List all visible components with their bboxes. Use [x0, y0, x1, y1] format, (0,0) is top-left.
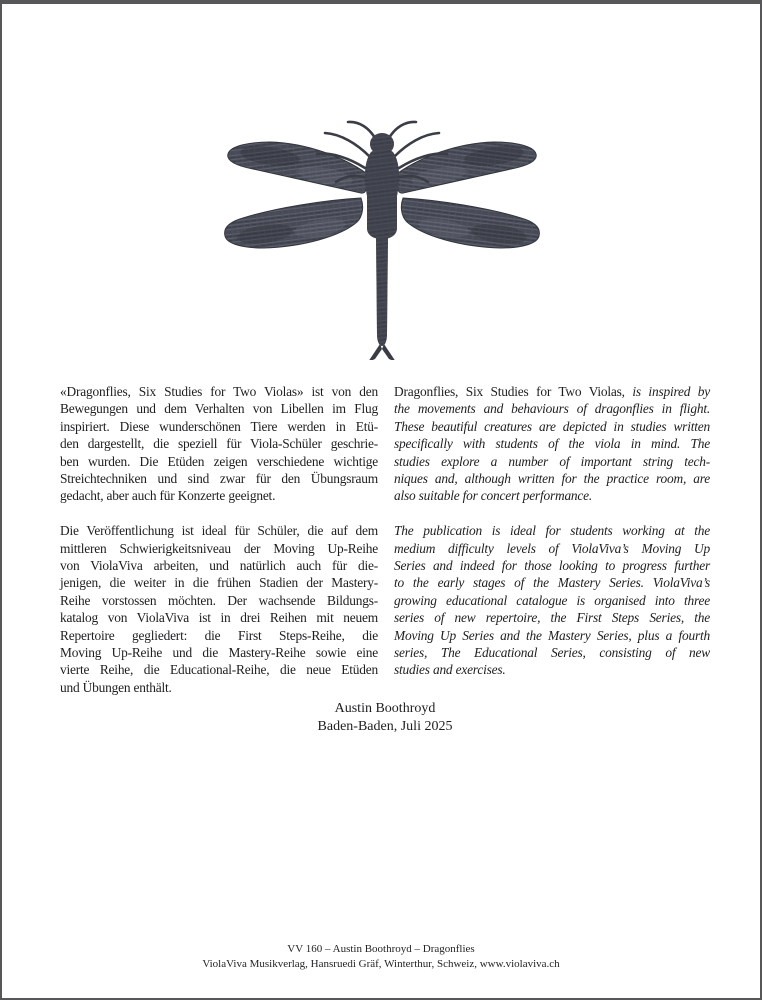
signature-name: Austin Boothroyd [334, 701, 436, 717]
text-line: vierte Reihe, die Educational-Reihe, die neue Etüden [60, 662, 378, 678]
text-line: to the early stages of the Mastery Series. ViolaViva’s [394, 575, 710, 591]
footer-publisher-line: ViolaViva Musikverlag, Hansruedi Gräf, Winterthur, Schweiz, www.violaviva.ch [202, 957, 560, 970]
text-line: Streichtechniken und sind zwar für den Übungsraum [60, 471, 378, 487]
text-line: Moving Up-Reihe und die Mastery-Reihe sowie eine [60, 645, 378, 661]
text-line: gedacht, aber auch für Konzerte geeignet. [60, 488, 276, 504]
text-line: studies explore a number of important string tech- [394, 453, 710, 469]
text-line: medium difficulty levels of ViolaViva’s Moving Up [394, 540, 710, 556]
text-line: «Dragonflies, Six Studies for Two Violas» ist von den [60, 384, 378, 399]
text-line: von ViolaViva arbeiten, und natürlich auch für die- [60, 558, 378, 574]
text-line: studies and exercises. [394, 662, 506, 678]
dragonfly-illustration [215, 116, 551, 360]
text-line: the movements and behaviours of dragonflies in flight. [394, 401, 710, 417]
text-line: specifically with students of the viola in mind. The [394, 436, 710, 452]
text-line: jenigen, die weiter in die frühen Stadien der Mastery- [60, 575, 378, 591]
paragraph-english-1 [394, 383, 710, 505]
text-line: Series and indeed for those looking to progress further [394, 558, 710, 574]
text-line: series, The Educational Series, consisting of new [394, 645, 710, 661]
paragraph-german-1 [60, 383, 378, 505]
text-segment: Dragonflies, Six Studies for Two Violas, [394, 384, 625, 399]
german-column [60, 383, 378, 696]
text-line: mittleren Schwierigkeitsniveau der Moving Up-Reihe [60, 540, 378, 556]
text-line: Bewegungen und dem Verhalten von Libellen im Flug [60, 401, 378, 417]
text-line: Die Veröffentlichung ist ideal für Schüler, die auf dem [60, 523, 378, 539]
text-line: und Übungen enthält. [60, 679, 172, 695]
text-line: den dargestellt, die speziell für Viola-Schüler geschrie- [60, 436, 378, 452]
paragraph-english-2 [394, 522, 710, 679]
imprint-footer [2, 942, 760, 971]
text-line: The publication is ideal for students working at the [394, 523, 710, 539]
text-line: also suitable for concert performance. [394, 488, 593, 504]
text-line: growing educational catalogue is organised into three [394, 592, 710, 608]
signature-place-date: Baden-Baden, Juli 2025 [317, 718, 453, 734]
text-line [394, 383, 710, 400]
text-line: niques and, although written for the practice room, are [394, 471, 710, 487]
two-column-text [60, 383, 710, 696]
text-segment: is inspired by [624, 384, 710, 399]
text-line: inspiriert. Diese wunderschönen Tiere werden in Etü- [60, 418, 378, 434]
footer-catalog-line: VV 160 – Austin Boothroyd – Dragonflies [287, 943, 475, 955]
text-line: Reihe vorstossen möchten. Der wachsende Bildungs- [60, 592, 378, 608]
preface-text [60, 383, 710, 735]
english-column [394, 383, 710, 696]
text-line: Moving Up Series and the Mastery Series, plus a fourth [394, 627, 710, 643]
text-line: series of new repertoire, the First Steps Series, the [394, 610, 710, 626]
signature-block [60, 700, 710, 735]
text-line: ben wurden. Die Etüden zeigen verschiedene wichtige [60, 453, 378, 469]
dragonfly-icon [215, 116, 551, 360]
paragraph-german-2 [60, 522, 378, 696]
text-line: katalog von ViolaViva ist in drei Reihen mit neuem [60, 610, 378, 626]
text-line: Repertoire gegliedert: die First Steps-Reihe, die [60, 627, 378, 643]
text-line: These beautiful creatures are depicted in studies written [394, 418, 710, 434]
